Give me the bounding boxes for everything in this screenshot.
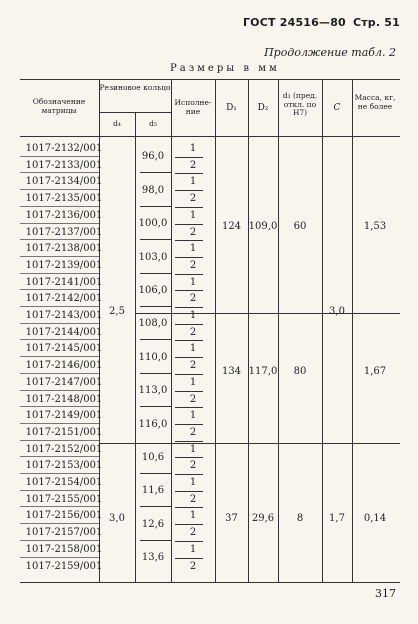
row-rule bbox=[20, 306, 99, 307]
execution-cell: 2 bbox=[189, 460, 197, 472]
row-rule bbox=[20, 189, 99, 190]
execution-cell: 1 bbox=[189, 276, 197, 288]
d5-cell: 10,6 bbox=[141, 451, 165, 463]
execution-rule bbox=[175, 307, 203, 308]
matrix-code: 1017-2141/001 bbox=[25, 276, 103, 288]
d5-cell: 96,0 bbox=[141, 151, 165, 163]
execution-cell: 2 bbox=[189, 293, 197, 305]
d5-rule bbox=[140, 306, 171, 307]
row-rule bbox=[20, 523, 99, 524]
matrix-code: 1017-2157/001 bbox=[25, 527, 103, 539]
d5-cell: 103,0 bbox=[138, 251, 168, 263]
matrix-code: 1017-2133/001 bbox=[25, 159, 103, 171]
sizes-caption: Размеры в мм bbox=[170, 63, 280, 74]
header-ring: Резиновое кольцо bbox=[99, 83, 171, 92]
matrix-code: 1017-2148/001 bbox=[25, 393, 103, 405]
row-rule bbox=[20, 172, 99, 173]
execution-rule bbox=[175, 407, 203, 408]
execution-rule bbox=[175, 391, 203, 392]
execution-cell: 1 bbox=[189, 477, 197, 488]
header-mass: Масса, кг, не более bbox=[354, 93, 396, 111]
execution-rule bbox=[175, 424, 203, 425]
col-rule-5 bbox=[248, 79, 249, 582]
d5-cell: 11,6 bbox=[141, 485, 165, 497]
matrix-code: 1017-2159/001 bbox=[25, 560, 103, 572]
header-D2: D₂ bbox=[257, 103, 269, 113]
row-rule bbox=[20, 289, 99, 290]
matrix-code: 1017-2143/001 bbox=[25, 310, 103, 321]
d3-cell: 8 bbox=[296, 513, 304, 524]
execution-cell: 1 bbox=[189, 443, 197, 455]
d5-rule bbox=[140, 206, 171, 207]
row-rule bbox=[20, 440, 99, 441]
row-rule bbox=[20, 456, 99, 457]
continuation-caption: Продолжение табл. 2 bbox=[264, 46, 396, 59]
matrix-code: 1017-2149/001 bbox=[25, 410, 103, 422]
header-C: C bbox=[333, 103, 341, 113]
execution-rule bbox=[175, 173, 203, 174]
header-d5: d₅ bbox=[149, 119, 157, 128]
d5-cell: 113,0 bbox=[138, 385, 168, 397]
row-rule bbox=[20, 506, 99, 507]
standard-number: ГОСТ 24516—80 bbox=[242, 16, 346, 29]
row-rule bbox=[20, 156, 99, 157]
execution-cell: 2 bbox=[189, 193, 197, 205]
mass-cell: 1,67 bbox=[363, 366, 387, 377]
header-D1: D₁ bbox=[226, 103, 237, 113]
execution-cell: 1 bbox=[189, 176, 197, 188]
row-rule bbox=[20, 406, 99, 407]
C-cell: 1,7 bbox=[329, 513, 345, 524]
page-label: Стр. 51 bbox=[352, 16, 400, 29]
matrix-code: 1017-2151/001 bbox=[25, 426, 103, 438]
col-rule-8 bbox=[352, 79, 353, 582]
matrix-code: 1017-2145/001 bbox=[25, 343, 103, 355]
matrix-code: 1017-2142/001 bbox=[25, 293, 103, 305]
execution-rule bbox=[175, 290, 203, 291]
matrix-code: 1017-2155/001 bbox=[25, 493, 103, 505]
row-rule bbox=[20, 273, 99, 274]
matrix-code: 1017-2154/001 bbox=[25, 477, 103, 488]
d5-rule bbox=[140, 406, 171, 407]
col-rule-7 bbox=[322, 79, 323, 582]
table-top-rule bbox=[20, 79, 400, 80]
matrix-code: 1017-2136/001 bbox=[25, 209, 103, 221]
header-d3: d₃ (пред. откл. по H7) bbox=[282, 91, 318, 117]
execution-cell: 2 bbox=[189, 527, 197, 539]
d3-cell: 60 bbox=[293, 221, 307, 232]
row-rule bbox=[20, 540, 99, 541]
execution-cell: 1 bbox=[189, 543, 197, 555]
execution-cell: 2 bbox=[189, 426, 197, 438]
table-bottom-rule bbox=[20, 582, 400, 583]
execution-cell: 2 bbox=[189, 393, 197, 405]
D1-cell: 124 bbox=[221, 221, 242, 232]
execution-rule bbox=[175, 257, 203, 258]
execution-rule bbox=[175, 541, 203, 542]
row-rule bbox=[20, 356, 99, 357]
row-rule bbox=[20, 239, 99, 240]
execution-cell: 1 bbox=[189, 310, 197, 321]
d5-cell: 12,6 bbox=[141, 518, 165, 530]
d5-cell: 13,6 bbox=[141, 552, 165, 564]
col-rule-6 bbox=[278, 79, 279, 582]
execution-cell: 2 bbox=[189, 560, 197, 572]
execution-cell: 2 bbox=[189, 259, 197, 271]
d5-cell: 100,0 bbox=[138, 218, 168, 230]
matrix-code: 1017-2134/001 bbox=[25, 176, 103, 188]
execution-rule bbox=[175, 524, 203, 525]
d3-cell: 80 bbox=[293, 366, 307, 377]
execution-rule bbox=[175, 224, 203, 225]
d5-rule bbox=[140, 473, 171, 474]
d5-cell: 106,0 bbox=[138, 284, 168, 296]
matrix-code: 1017-2135/001 bbox=[25, 193, 103, 205]
mass-cell: 1,53 bbox=[363, 221, 387, 232]
execution-cell: 1 bbox=[189, 410, 197, 422]
row-rule bbox=[20, 339, 99, 340]
col-rule-4 bbox=[215, 79, 216, 582]
d5-rule bbox=[140, 273, 171, 274]
execution-cell: 2 bbox=[189, 493, 197, 505]
D1-cell: 37 bbox=[225, 513, 238, 524]
row-rule bbox=[20, 256, 99, 257]
mass-cell: 0,14 bbox=[363, 513, 387, 524]
execution-cell: 2 bbox=[189, 226, 197, 238]
d4-cell: 3,0 bbox=[109, 513, 125, 524]
d5-cell: 98,0 bbox=[141, 184, 165, 196]
page-number: 317 bbox=[375, 587, 396, 600]
execution-rule bbox=[175, 207, 203, 208]
matrix-code: 1017-2139/001 bbox=[25, 259, 103, 271]
execution-rule bbox=[175, 357, 203, 358]
execution-rule bbox=[175, 558, 203, 559]
matrix-code: 1017-2138/001 bbox=[25, 243, 103, 255]
matrix-code: 1017-2152/001 bbox=[25, 443, 103, 455]
execution-rule bbox=[175, 240, 203, 241]
header-execution: Исполне-ние bbox=[174, 98, 212, 116]
execution-cell: 1 bbox=[189, 343, 197, 355]
execution-cell: 1 bbox=[189, 243, 197, 255]
matrix-code: 1017-2147/001 bbox=[25, 376, 103, 388]
matrix-code: 1017-2137/001 bbox=[25, 226, 103, 238]
execution-rule bbox=[175, 374, 203, 375]
d5-rule bbox=[140, 373, 171, 374]
row-rule bbox=[20, 223, 99, 224]
header-designation: Обозначение матрицы bbox=[32, 97, 86, 115]
execution-cell: 1 bbox=[189, 143, 197, 154]
d5-rule bbox=[140, 506, 171, 507]
execution-cell: 1 bbox=[189, 510, 197, 522]
row-rule bbox=[20, 206, 99, 207]
row-rule bbox=[20, 490, 99, 491]
D2-cell: 29,6 bbox=[251, 513, 275, 524]
d5-cell: 110,0 bbox=[138, 351, 168, 363]
execution-rule bbox=[175, 340, 203, 341]
D2-cell: 117,0 bbox=[248, 366, 278, 377]
execution-rule bbox=[175, 474, 203, 475]
matrix-code: 1017-2158/001 bbox=[25, 543, 103, 555]
d5-rule bbox=[140, 540, 171, 541]
execution-rule bbox=[175, 324, 203, 325]
row-rule bbox=[20, 423, 99, 424]
col-rule-2 bbox=[135, 112, 136, 582]
D1-cell: 134 bbox=[221, 366, 242, 377]
execution-rule bbox=[175, 457, 203, 458]
execution-rule bbox=[175, 157, 203, 158]
row-rule bbox=[20, 473, 99, 474]
C-cell: 3,0 bbox=[329, 306, 345, 317]
D2-cell: 109,0 bbox=[248, 221, 278, 232]
d5-cell: 116,0 bbox=[138, 418, 168, 430]
matrix-code: 1017-2156/001 bbox=[25, 510, 103, 522]
header-bottom-rule bbox=[20, 136, 400, 137]
execution-rule bbox=[175, 274, 203, 275]
d5-rule bbox=[140, 172, 171, 173]
matrix-code: 1017-2132/001 bbox=[25, 143, 103, 154]
matrix-code: 1017-2153/001 bbox=[25, 460, 103, 472]
execution-cell: 2 bbox=[189, 159, 197, 171]
group-rule-2 bbox=[99, 443, 400, 444]
d5-rule bbox=[140, 339, 171, 340]
execution-cell: 1 bbox=[189, 209, 197, 221]
row-rule bbox=[20, 323, 99, 324]
execution-rule bbox=[175, 491, 203, 492]
execution-rule bbox=[175, 190, 203, 191]
d5-rule bbox=[140, 239, 171, 240]
matrix-code: 1017-2146/001 bbox=[25, 360, 103, 372]
d5-cell: 108,0 bbox=[138, 318, 168, 330]
execution-rule bbox=[175, 507, 203, 508]
execution-cell: 1 bbox=[189, 376, 197, 388]
execution-cell: 2 bbox=[189, 360, 197, 372]
matrix-code: 1017-2144/001 bbox=[25, 326, 103, 338]
execution-rule bbox=[175, 441, 203, 442]
execution-cell: 2 bbox=[189, 326, 197, 338]
row-rule bbox=[20, 557, 99, 558]
d4-cell: 2,5 bbox=[109, 306, 125, 317]
header-d4: d₄ bbox=[113, 119, 121, 128]
row-rule bbox=[20, 373, 99, 374]
row-rule bbox=[20, 390, 99, 391]
